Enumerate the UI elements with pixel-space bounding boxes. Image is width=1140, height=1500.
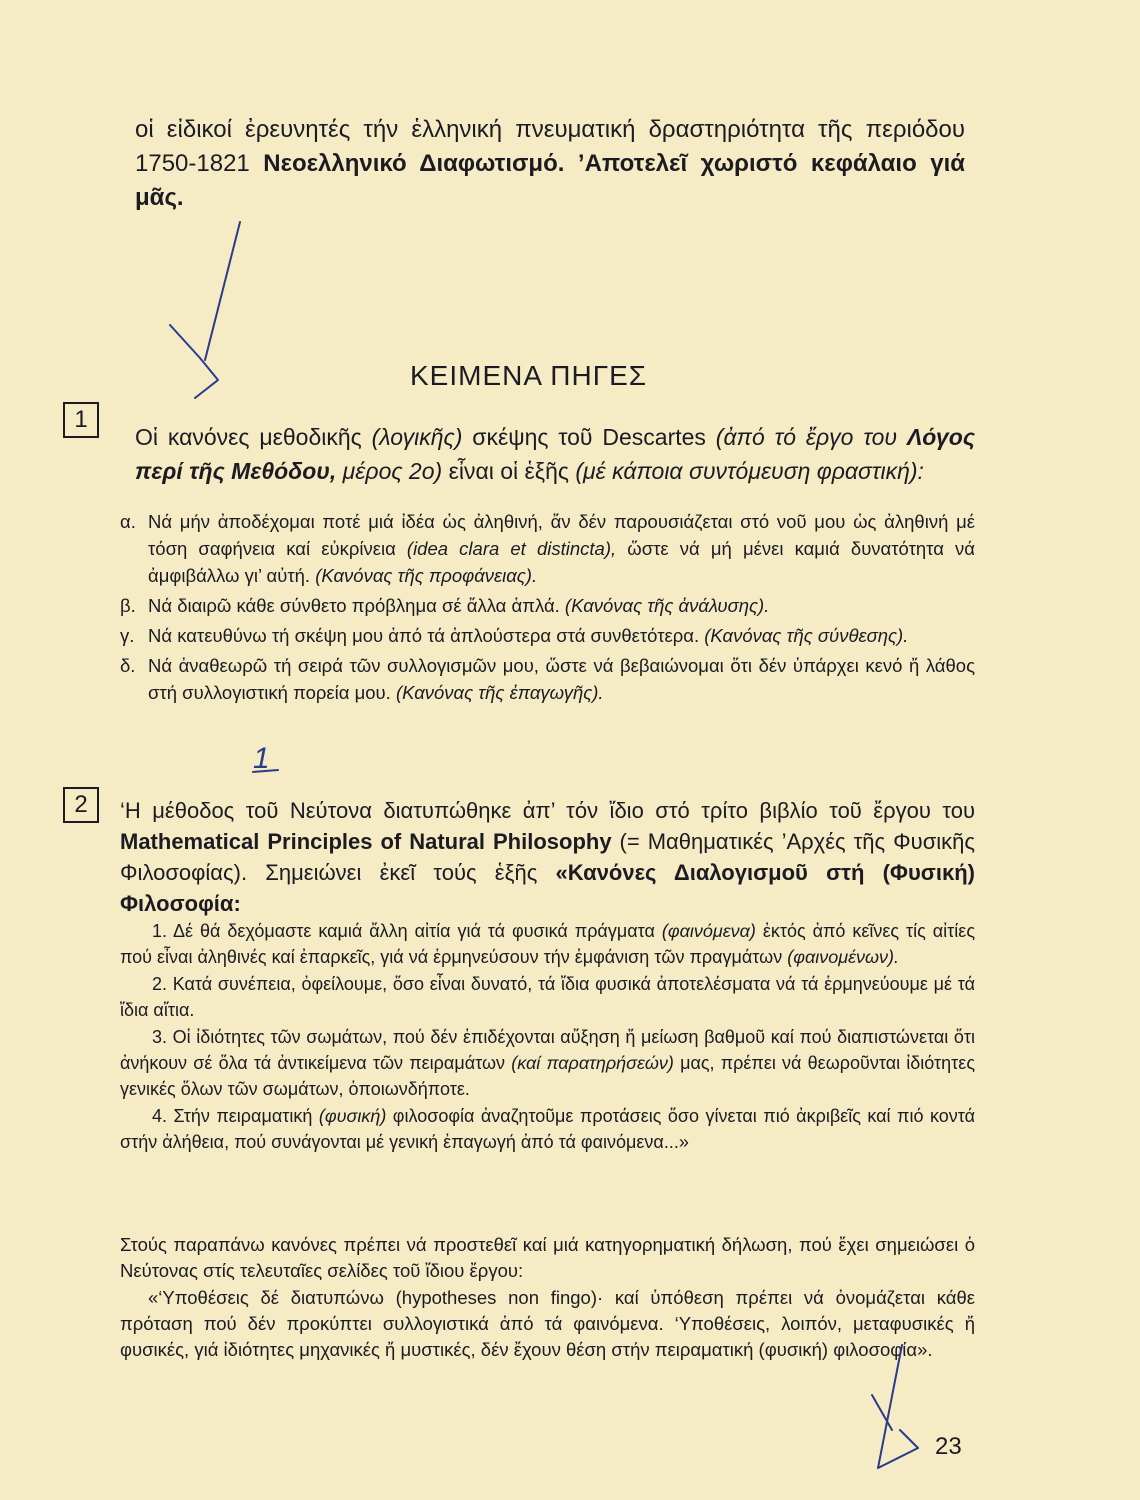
section-heading: ΚΕΙΜΕΝΑ ΠΗΓΕΣ: [410, 360, 648, 391]
newton-rule: 4. Στήν πειραματική (φυσική) φιλοσοφία ἀναζητοῦμε προτάσεις ὅσο γίνεται πιό ἀκριβεῖς καί πιό κοντά στήν ἀλήθεια, πού συνάγονται μέ γενική ἐπαγωγή ἀπό τά φαινόμενα...»: [120, 1106, 975, 1152]
newton-rule: 2. Κατά συνέπεια, ὀφείλουμε, ὅσο εἶναι δυνατό, τά ἴδια φυσικά ἀποτελέσματα νά τά ἑρμηνεύουμε μέ τά ἴδια αἴτια.: [120, 974, 975, 1020]
newton-quote: «‘Υποθέσεις δέ διατυπώνω (hypotheses non fingo)· καί ὑπόθεση πρέπει νά ὀνομάζεται κάθε πρόταση πού δέν προκύπτει συλλογιστικά ἀπό τά φαινόμενα. ‘Υποθέσεις, λοιπόν, μεταφυσικές ἤ φυσικές, γιά ἰδιότητες μηχανικές ἤ μυστικές, δέν ἔχουν θέση στήν πειραματική (φυσική) φιλοσοφία».: [120, 1287, 975, 1360]
intro-paragraph: οἱ εἰδικοί ἐρευνητές τήν ἑλληνική πνευματική δραστηριότητα τῆς περιόδου 1750-1821 Νεοελληνικό Διαφωτισμό. ’Αποτελεῖ χωριστό κεφάλαιο γιά μᾶς.: [135, 116, 965, 211]
newton-rule: 3. Οἱ ἰδιότητες τῶν σωμάτων, πού δέν ἐπιδέχονται αὔξηση ἤ μείωση βαθμοῦ καί πού διαπιστώνεται ὅτι ἀνήκουν σέ ὅλα τά ἀντικείμενα τῶν πειραμάτων (καί παρατηρήσεών) μας, πρέπει νά θεωροῦνται ἰδιότητες γενικές ὅλων τῶν σωμάτων, ὁποιωνδήποτε.: [120, 1027, 975, 1099]
descartes-intro: Οἱ κανόνες μεθοδικῆς (λογικῆς) σκέψης τοῦ Descartes (ἀπό τό ἔργο του Λόγος περί τῆς Μεθόδου, μέρος 2ο) εἶναι οἱ ἑξῆς (μέ κάποια συντόμευση φραστική):: [135, 424, 975, 484]
section-number-box-2: 2: [63, 787, 99, 823]
rule-item: α. Νά μήν ἀποδέχομαι ποτέ μιά ἰδέα ὡς ἀληθινή, ἄν δέν παρουσιάζεται στό νοῦ μου ὡς ἀληθινή μέ τόση σαφήνεια καί εὐκρίνεια (idea clara et distincta), ὥστε νά μή μένει καμιά δυνατότητα νά ἀμφιβάλλω γι’ αὐτή. (Κανόνας τῆς προφάνειας).: [120, 511, 975, 586]
hypotheses-block: [120, 1232, 975, 1364]
rule-item: δ. Νά ἀναθεωρῶ τή σειρά τῶν συλλογισμῶν μου, ὥστε νά βεβαιώνομαι ὅτι δέν ὑπάρχει κενό ἤ λάθος στή συλλογιστική πορεία μου. (Κανόνας τῆς ἐπαγωγῆς).: [120, 655, 975, 703]
newton-rule: 1. Δέ θά δεχόμαστε καμιά ἄλλη αἰτία γιά τά φυσικά πράγματα (φαινόμενα) ἐκτός ἀπό κεῖνες τίς αἰτίες πού εἶναι ἀληθινές καί ἐπαρκεῖς, γιά νά ἑρμηνεύσουν τήν ἐμφάνιση τῶν πραγμάτων (φαινομένων).: [120, 921, 975, 967]
rule-item: γ. Νά κατευθύνω τή σκέψη μου ἀπό τά ἁπλούστερα στά συνθετότερα. (Κανόνας τῆς σύνθεσης).: [120, 625, 909, 646]
descartes-rules: [120, 508, 975, 709]
newton-rules: [120, 918, 975, 1156]
section-number-box-1: 1: [63, 402, 99, 438]
pen-arrow-mark-top: [170, 222, 240, 398]
newton-intro: ‘Η μέθοδος τοῦ Νεύτονα διατυπώθηκε ἀπ’ τόν ἴδιο στό τρίτο βιβλίο τοῦ ἔργου του Mathematical Principles of Natural Philosophy (= Μαθηματικές ’Αρχές τῆς Φυσικῆς Φιλοσοφίας). Σημειώνει ἐκεῖ τούς ἑξῆς «Κανόνες Διαλογισμοῦ στή (Φυσική) Φιλοσοφία:: [120, 798, 975, 916]
handwritten-mark: 1: [253, 742, 270, 775]
closing-paragraph: Στούς παραπάνω κανόνες πρέπει νά προστεθεῖ καί μιά κατηγορηματική δήλωση, πού ἔχει σημειώσει ὁ Νεύτονας στίς τελευταῖες σελίδες τοῦ ἴδιου ἔργου:: [120, 1234, 975, 1281]
rule-item: β. Νά διαιρῶ κάθε σύνθετο πρόβλημα σέ ἄλλα ἁπλά. (Κανόνας τῆς ἀνάλυσης).: [120, 595, 770, 616]
page-number: 23: [935, 1433, 962, 1460]
